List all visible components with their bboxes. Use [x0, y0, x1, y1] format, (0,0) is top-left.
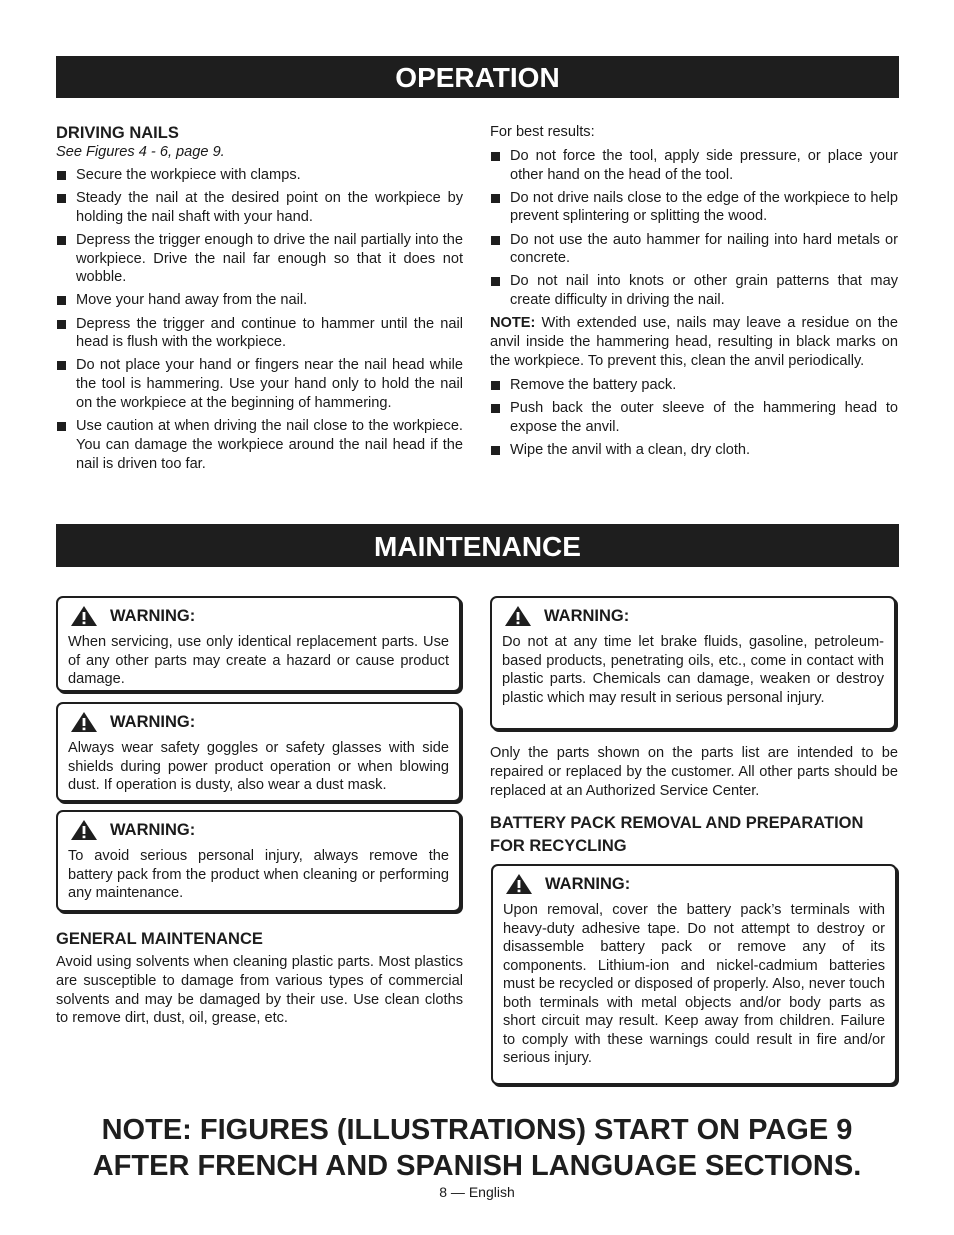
anvil-clean-list: [490, 376, 898, 460]
driving-nails-list: [56, 166, 463, 474]
anvil-note: [490, 314, 898, 370]
list-item: Do not force the tool, apply side pressure, or place your other hand on the head of the tool.: [490, 147, 898, 185]
square-bullet-icon: [57, 422, 66, 431]
warning-box-remove-battery: [56, 810, 461, 912]
warning-triangle-icon: [70, 711, 98, 733]
best-results-list: [490, 147, 898, 310]
warning-triangle-icon: [504, 605, 532, 627]
square-bullet-icon: [57, 296, 66, 305]
list-item: Do not nail into knots or other grain patterns that may create difficulty in driving the nail.: [490, 272, 898, 310]
parts-text: Only the parts shown on the parts list are intended to be repaired or replaced by the customer. All other parts should be replaced at an Authorized Service Center.: [490, 745, 898, 799]
square-bullet-icon: [491, 404, 500, 413]
list-item: Do not place your hand or fingers near the nail head while the tool is hammering. Use your hand only to hold the nail on the workpiece at the beginning of hammering.: [56, 356, 463, 412]
square-bullet-icon: [491, 194, 500, 203]
see-figures-note: See Figures 4 - 6, page 9.: [56, 144, 225, 160]
square-bullet-icon: [57, 236, 66, 245]
maintenance-banner: [56, 524, 899, 567]
note-label: NOTE:: [490, 315, 536, 332]
square-bullet-icon: [491, 446, 500, 455]
driving-nails-heading: DRIVING NAILS: [56, 124, 179, 142]
warning-label: WARNING:: [545, 874, 631, 893]
best-results-section: [490, 123, 898, 464]
warning-label: WARNING:: [544, 606, 630, 625]
square-bullet-icon: [57, 361, 66, 370]
warning-text: Do not at any time let brake fluids, gasoline, petroleum-based products, penetrating oils, etc., come in contact with plastic parts. Chemicals can damage, weaken or destroy plastic which may result in serious personal injury.: [502, 634, 884, 706]
figures-note-line-1: NOTE: FIGURES (ILLUSTRATIONS) START ON PAGE 9: [101, 1114, 853, 1146]
warning-box-chemicals: [490, 596, 896, 730]
maintenance-title: MAINTENANCE: [374, 531, 581, 562]
warning-label: WARNING:: [110, 820, 196, 839]
list-item: Use caution at when driving the nail close to the workpiece. You can damage the workpiece around the nail head if the nail is driven too far.: [56, 417, 463, 473]
warning-triangle-icon: [505, 873, 533, 895]
warning-box-replacement-parts: [56, 596, 461, 692]
note-text: With extended use, nails may leave a residue on the anvil inside the hammering head, resulting in black marks on the workpiece. To prevent this, clean the anvil periodically.: [490, 315, 898, 369]
list-item: Secure the workpiece with clamps.: [56, 166, 463, 185]
list-item: Depress the trigger enough to drive the nail partially into the workpiece. Drive the nail far enough so that it does not wobble.: [56, 231, 463, 287]
warning-box-battery-recycling: [491, 864, 897, 1085]
figures-note: [0, 1112, 954, 1184]
driving-nails-section: [56, 123, 463, 478]
square-bullet-icon: [57, 171, 66, 180]
warning-text: Always wear safety goggles or safety glasses with side shields during power product operation or when blowing dust. If operation is dusty, also wear a dust mask.: [68, 740, 449, 793]
list-item: Depress the trigger and continue to hammer until the nail head is flush with the workpiece.: [56, 315, 463, 353]
square-bullet-icon: [57, 194, 66, 203]
warning-label: WARNING:: [110, 712, 196, 731]
general-maintenance-section: [56, 929, 463, 1028]
warning-label: WARNING:: [110, 606, 196, 625]
figures-note-line-2: AFTER FRENCH AND SPANISH LANGUAGE SECTIONS.: [92, 1150, 862, 1182]
warning-triangle-icon: [70, 819, 98, 841]
list-item: Remove the battery pack.: [490, 376, 898, 395]
square-bullet-icon: [491, 381, 500, 390]
warning-box-safety-goggles: [56, 702, 461, 802]
general-maintenance-heading: GENERAL MAINTENANCE: [56, 930, 263, 948]
warning-text: To avoid serious personal injury, always remove the battery pack from the product when cleaning or performing any maintenance.: [68, 848, 449, 901]
square-bullet-icon: [57, 320, 66, 329]
battery-heading: BATTERY PACK REMOVAL AND PREPARATION FOR RECYCLING: [490, 814, 864, 856]
warning-triangle-icon: [70, 605, 98, 627]
best-results-intro: For best results:: [490, 124, 595, 140]
operation-title: OPERATION: [395, 62, 560, 93]
operation-banner: [56, 56, 899, 98]
warning-text: When servicing, use only identical replacement parts. Use of any other parts may create a hazard or cause product damage.: [68, 634, 449, 687]
square-bullet-icon: [491, 152, 500, 161]
square-bullet-icon: [491, 236, 500, 245]
list-item: Do not use the auto hammer for nailing into hard metals or concrete.: [490, 231, 898, 269]
list-item: Steady the nail at the desired point on the workpiece by holding the nail shaft with your hand.: [56, 189, 463, 227]
general-maintenance-text: Avoid using solvents when cleaning plastic parts. Most plastics are susceptible to damage from various types of commercial solvents and may be damaged by their use. Use clean cloths to remove dirt, dust, oil, grease, etc.: [56, 954, 463, 1027]
page-number: 8 — English: [439, 1184, 515, 1200]
list-item: Push back the outer sleeve of the hammering head to expose the anvil.: [490, 399, 898, 437]
list-item: Wipe the anvil with a clean, dry cloth.: [490, 441, 898, 460]
warning-text: Upon removal, cover the battery pack’s terminals with heavy-duty adhesive tape. Do not attempt to destroy or disassemble battery pack or remove any of its components. Lithium-ion and nickel-cadmium batteries must be recycled or disposed of properly. Also, never touch both terminals with metal objects and/or body parts as short circuit may result. Keep away from children. Failure to comply with these warnings could result in fire and/or serious injury.: [503, 902, 885, 1066]
list-item: Do not drive nails close to the edge of the workpiece to help prevent splintering or splitting the wood.: [490, 189, 898, 227]
list-item: Move your hand away from the nail.: [56, 291, 463, 310]
square-bullet-icon: [491, 277, 500, 286]
parts-section: [490, 744, 898, 858]
